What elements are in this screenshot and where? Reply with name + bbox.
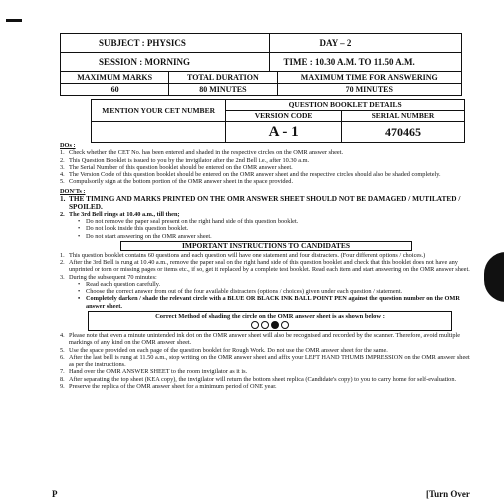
shading-method-box — [88, 311, 452, 331]
black-edge-mark — [484, 252, 504, 302]
serial-number-value: 470465 — [341, 122, 464, 143]
list-item: 1. Check whether the CET No. has been entered and shaded in the respective circles on the OMR answer sheet. — [60, 149, 344, 157]
list-item: • Do not start answering on the OMR answer sheet. — [78, 232, 212, 240]
list-item: 2. After the 3rd Bell is rung at 10.40 a.m., remove the paper seal on the right hand side of this question booklet and check that this booklet does not have any unprinted or torn or missing pages or items etc., if so, get it replaced by a complete test booklet. Read each item and start answering on the OMR answer sheet. — [60, 259, 470, 274]
list-item: 2. This Question Booklet is issued to you by the invigilator after the 2nd Bell i.e., after 10.30 a.m. — [60, 156, 310, 164]
total-duration-header: TOTAL DURATION — [169, 72, 277, 84]
list-item: 3. The Serial Number of this question booklet should be entered on the OMR answer sheet. — [60, 163, 293, 171]
important-instructions-heading: IMPORTANT INSTRUCTIONS TO CANDIDATES — [120, 241, 412, 251]
dos-heading: DOs : — [60, 142, 76, 149]
instructions-body — [60, 142, 472, 390]
subject-cell: SUBJECT : PHYSICS — [61, 34, 270, 53]
version-code-value: A - 1 — [226, 122, 342, 143]
list-item: 5. Compulsorily sign at the bottom portion of the OMR answer sheet in the space provided. — [60, 178, 294, 186]
list-item: 6. After the last bell is rung at 11.50 a.m., stop writing on the OMR answer sheet and affix your LEFT HAND THUMB IMPRESSION on the OMR answer sheet as per the instructions. — [60, 353, 470, 368]
list-item: • Read each question carefully. — [78, 280, 161, 288]
booklet-details-label: QUESTION BOOKLET DETAILS — [226, 100, 465, 111]
max-marks-value: 60 — [61, 84, 169, 96]
list-item: 5. Use the space provided on each page of the question booklet for Rough Work. Do not use the OMR answer sheet for the same. — [60, 346, 388, 354]
list-item: 9. Preserve the replica of the OMR answer sheet for a minimum period of ONE year. — [60, 382, 277, 390]
time-cell: TIME : 10.30 A.M. TO 11.50 A.M. — [269, 53, 461, 72]
empty-circle-icon — [281, 321, 289, 329]
max-time-header: MAXIMUM TIME FOR ANSWERING — [277, 72, 461, 84]
list-item: 1. THE TIMING AND MARKS PRINTED ON THE OMR ANSWER SHEET SHOULD NOT BE DAMAGED / MUTILATED / SPOILED. — [60, 193, 461, 211]
corner-dash-mark — [6, 19, 22, 22]
subject-session-table — [60, 33, 462, 72]
list-item: • Do not remove the paper seal present on the right hand side of this question booklet. — [78, 218, 299, 225]
turn-over-label: [Turn Over — [426, 489, 470, 499]
version-code-label: VERSION CODE — [226, 111, 342, 122]
shading-example — [89, 321, 451, 329]
max-time-value: 70 MINUTES — [277, 84, 461, 96]
shading-method-title: Correct Method of shading the circle on the OMR answer sheet is as shown below : — [155, 312, 385, 320]
marks-duration-table — [60, 71, 462, 96]
day-cell: DAY – 2 — [269, 34, 461, 53]
list-item: 4. The Version Code of this question booklet should be entered on the OMR answer sheet and the respective circles should also be shaded completely. — [60, 171, 441, 178]
list-item: • Choose the correct answer from out of the four available distracters (options / choices) given under each question / statement. — [78, 288, 403, 295]
serial-number-label: SERIAL NUMBER — [341, 111, 464, 122]
list-item: 1. This question booklet contains 60 questions and each question will have one statement and four distracters. (Four different options / choices.) — [60, 251, 426, 259]
donts-heading: DON'Ts : — [60, 187, 86, 195]
session-cell: SESSION : MORNING — [61, 53, 270, 72]
booklet-details-table — [91, 99, 465, 143]
total-duration-value: 80 MINUTES — [169, 84, 277, 96]
list-item: 3. During the subsequent 70 minutes: — [60, 273, 157, 281]
cet-number-field[interactable] — [92, 122, 226, 143]
list-item: 4. Please note that even a minute unintended ink dot on the OMR answer sheet will also be recognised and recorded by the scanner. Therefore, avoid multiple markings of any kind on the OMR answer sheet. — [60, 332, 461, 347]
list-item: • Completely darken / shade the relevant circle with a BLUE OR BLACK INK BALL POINT PEN against the question number on the OMR answer sheet. — [78, 295, 460, 310]
page-marker: P — [52, 489, 58, 499]
max-marks-header: MAXIMUM MARKS — [61, 72, 169, 84]
list-item: • Do not look inside this question booklet. — [78, 225, 189, 233]
cet-number-label: MENTION YOUR CET NUMBER — [92, 100, 226, 122]
list-item: 7. Hand over the OMR ANSWER SHEET to the room invigilator as it is. — [60, 368, 248, 376]
empty-circle-icon — [251, 321, 259, 329]
empty-circle-icon — [261, 321, 269, 329]
list-item: 2. The 3rd Bell rings at 10.40 a.m., till then; — [60, 210, 180, 218]
list-item: 8. After separating the top sheet (KEA copy), the invigilator will return the bottom sheet replica (Candidate's copy) to you to carry home for self-evaluation. — [60, 375, 457, 383]
filled-circle-icon — [271, 321, 279, 329]
